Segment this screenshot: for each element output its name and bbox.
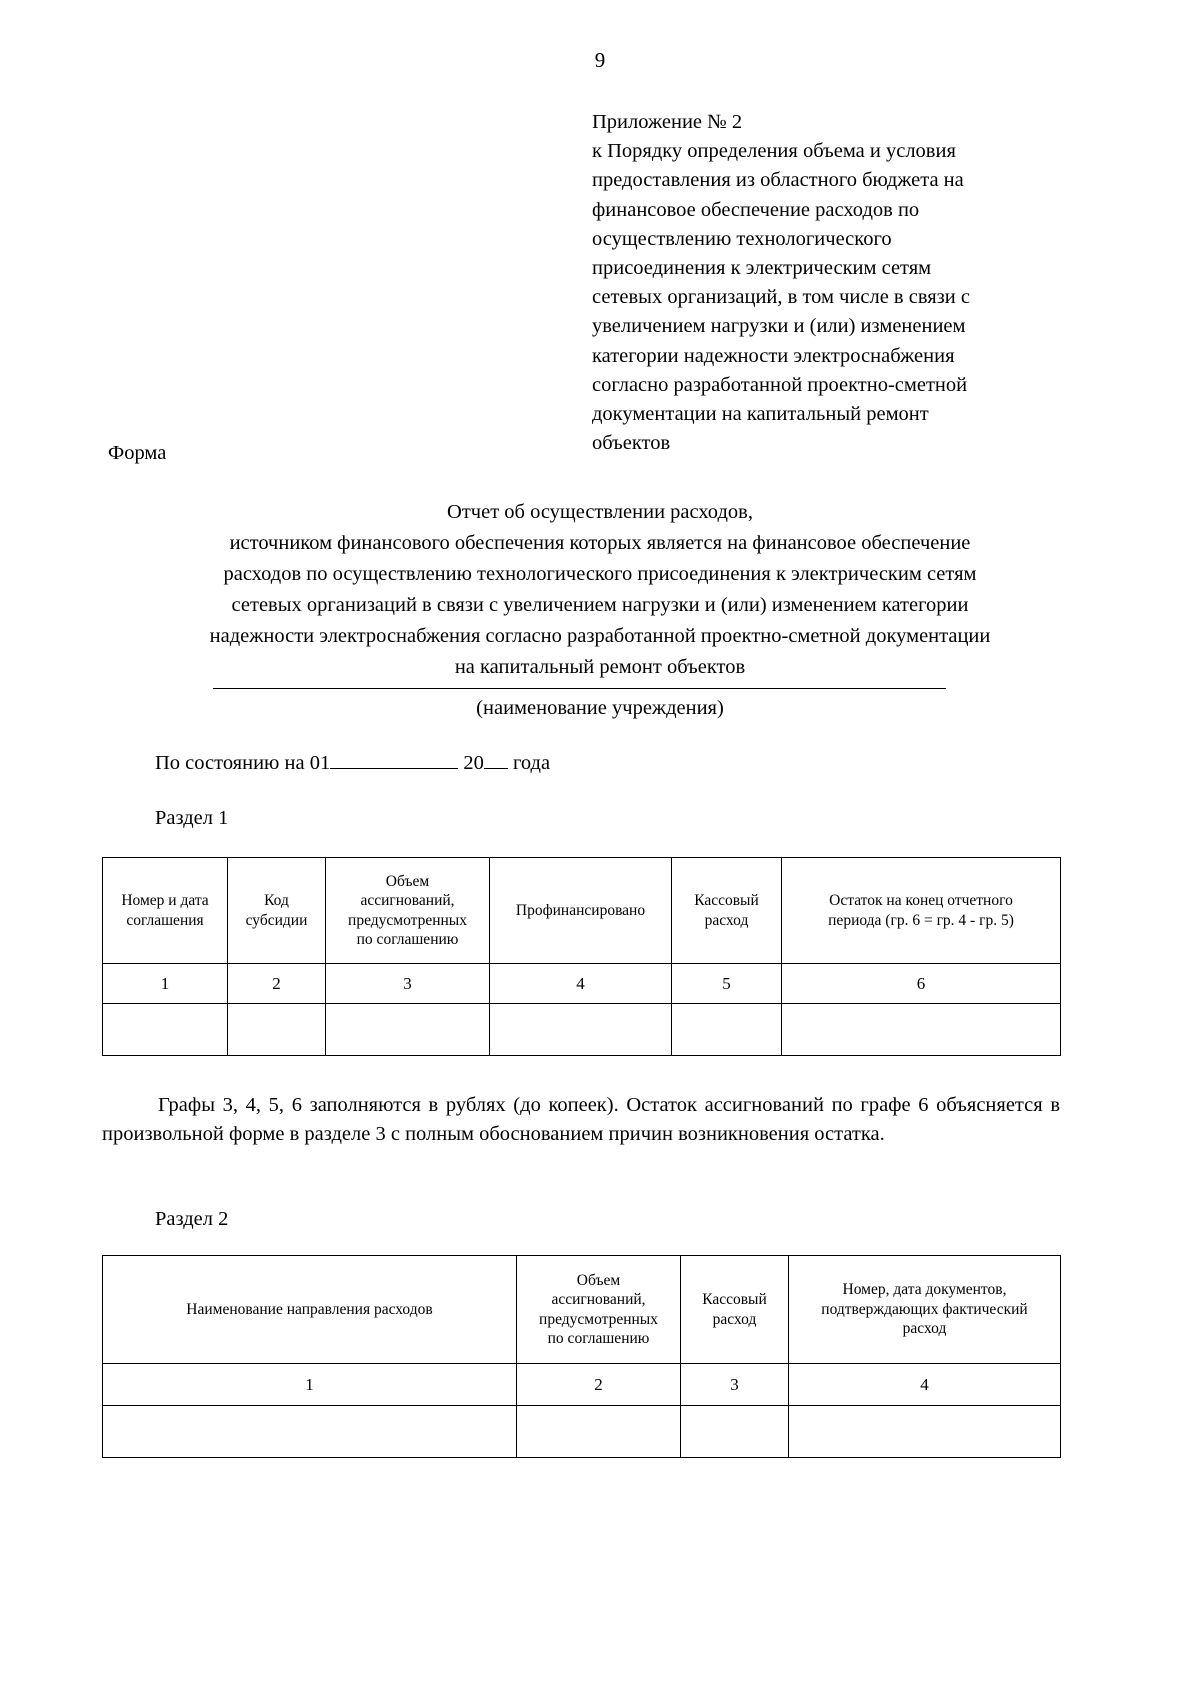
appendix-line-10: документации на капитальный ремонт xyxy=(592,403,929,426)
table-header-cell-6 xyxy=(782,858,1061,964)
column-number-cell: 3 xyxy=(681,1364,789,1406)
note-paragraph: Графы 3, 4, 5, 6 заполняются в рублях (до копеек). Остаток ассигнований по графе 6 объясняется в произвольной форме в разделе 3 с полным обоснованием причин возникновения остатка. xyxy=(102,1094,1060,1145)
header-text: ассигнований, xyxy=(551,1291,646,1308)
table-input-cell[interactable] xyxy=(326,1004,490,1056)
header-text: Код xyxy=(264,892,289,909)
section-2-label: Раздел 2 xyxy=(155,1208,229,1230)
appendix-line-7: увеличением нагрузки и (или) изменением xyxy=(592,315,966,338)
header-text: Кассовый xyxy=(702,1291,767,1308)
column-number-cell: 2 xyxy=(517,1364,681,1406)
table-header-row xyxy=(103,858,1061,964)
table-header-cell-2 xyxy=(228,858,326,964)
year-blank-field[interactable] xyxy=(484,768,508,769)
appendix-line-6: сетевых организаций, в том числе в связи с xyxy=(592,286,970,309)
table-header-cell-5 xyxy=(672,858,782,964)
table-header-cell-1 xyxy=(103,1256,517,1364)
table-input-cell[interactable] xyxy=(517,1406,681,1458)
table-header-cell-4 xyxy=(490,858,672,964)
column-number-cell: 4 xyxy=(490,964,672,1004)
appendix-line-4: осуществлению технологического xyxy=(592,227,892,250)
table-header-cell-2 xyxy=(517,1256,681,1364)
table-input-cell[interactable] xyxy=(490,1004,672,1056)
date-suffix-label: года xyxy=(512,752,551,774)
report-title-line-5: на капитальный ремонт объектов xyxy=(454,656,746,678)
header-text: по соглашению xyxy=(356,931,459,948)
report-title-line-3: сетевых организаций в связи с увеличением нагрузки и (или) изменением категории xyxy=(231,594,969,616)
header-text: расход xyxy=(712,1310,757,1328)
table-header-cell-3 xyxy=(326,858,490,964)
appendix-line-3: финансовое обеспечение расходов по xyxy=(592,198,920,221)
form-label: Форма xyxy=(108,442,167,464)
appendix-header-block xyxy=(592,108,1047,458)
appendix-line-1: к Порядку определения объема и условия xyxy=(592,140,956,163)
header-text: предусмотренных xyxy=(348,911,467,929)
header-text: по соглашению xyxy=(547,1330,650,1347)
section-1-table xyxy=(102,857,1061,1056)
header-text: Номер и дата xyxy=(121,892,209,909)
institution-name-rule xyxy=(213,688,946,689)
header-text: расход xyxy=(902,1320,947,1338)
date-year-label: 20 xyxy=(463,752,484,774)
table-input-cell[interactable] xyxy=(672,1004,782,1056)
header-text: ассигнований, xyxy=(360,892,455,909)
header-text: субсидии xyxy=(245,911,308,929)
table-input-cell[interactable] xyxy=(782,1004,1061,1056)
header-text: Объем xyxy=(576,1271,621,1289)
header-text: соглашения xyxy=(126,911,204,929)
header-text: Остаток на конец отчетного xyxy=(829,892,1013,909)
column-number-cell: 6 xyxy=(782,964,1061,1004)
report-title-line-0: Отчет об осуществлении расходов, xyxy=(447,501,753,523)
appendix-line-2: предоставления из областного бюджета на xyxy=(592,169,964,192)
date-prefix-label: По состоянию на 01 xyxy=(155,752,331,774)
institution-name-caption: (наименование учреждения) xyxy=(476,697,724,719)
table-input-cell[interactable] xyxy=(789,1406,1061,1458)
appendix-line-5: присоединения к электрическим сетям xyxy=(592,257,932,280)
column-number-cell: 5 xyxy=(672,964,782,1004)
report-title-line-1: источником финансового обеспечения которых является на финансовое обеспечение xyxy=(229,532,971,554)
header-text: Кассовый xyxy=(694,892,759,909)
table-row xyxy=(103,1004,1061,1056)
appendix-line-11: объектов xyxy=(592,432,671,455)
header-text: Объем xyxy=(385,872,430,890)
header-text: Номер, дата документов, xyxy=(842,1281,1007,1299)
table-input-cell[interactable] xyxy=(103,1004,228,1056)
month-blank-field[interactable] xyxy=(330,768,458,769)
table-column-number-row xyxy=(103,964,1061,1004)
page-number: 9 xyxy=(594,48,606,72)
table-input-cell[interactable] xyxy=(228,1004,326,1056)
column-number-cell: 1 xyxy=(103,1364,517,1406)
table-column-number-row xyxy=(103,1364,1061,1406)
table-input-cell[interactable] xyxy=(681,1406,789,1458)
table-row xyxy=(103,1406,1061,1458)
report-title-line-4: надежности электроснабжения согласно разработанной проектно-сметной документации xyxy=(209,625,991,647)
header-text: Профинансировано xyxy=(515,901,646,919)
column-number-cell: 3 xyxy=(326,964,490,1004)
column-number-cell: 2 xyxy=(228,964,326,1004)
section-1-label: Раздел 1 xyxy=(155,807,229,829)
header-text: расход xyxy=(704,911,749,929)
report-date-line xyxy=(155,750,550,778)
column-number-cell: 4 xyxy=(789,1364,1061,1406)
table-header-cell-1 xyxy=(103,858,228,964)
report-title-block xyxy=(100,497,1100,683)
appendix-line-0: Приложение № 2 xyxy=(592,111,743,133)
header-text: периода (гр. 6 = гр. 4 - гр. 5) xyxy=(828,911,1014,929)
header-text: предусмотренных xyxy=(539,1310,658,1328)
appendix-line-8: категории надежности электроснабжения xyxy=(592,344,955,367)
header-text: Наименование направления расходов xyxy=(186,1300,433,1318)
column-number-cell: 1 xyxy=(103,964,228,1004)
table-input-cell[interactable] xyxy=(103,1406,517,1458)
report-title-line-2: расходов по осуществлению технологического присоединения к электрическим сетям xyxy=(223,563,977,585)
table-header-row xyxy=(103,1256,1061,1364)
section-2-table xyxy=(102,1255,1061,1458)
table-header-cell-3 xyxy=(681,1256,789,1364)
table-header-cell-4 xyxy=(789,1256,1061,1364)
header-text: подтверждающих фактический xyxy=(821,1300,1028,1318)
appendix-line-9: согласно разработанной проектно-сметной xyxy=(592,373,968,396)
